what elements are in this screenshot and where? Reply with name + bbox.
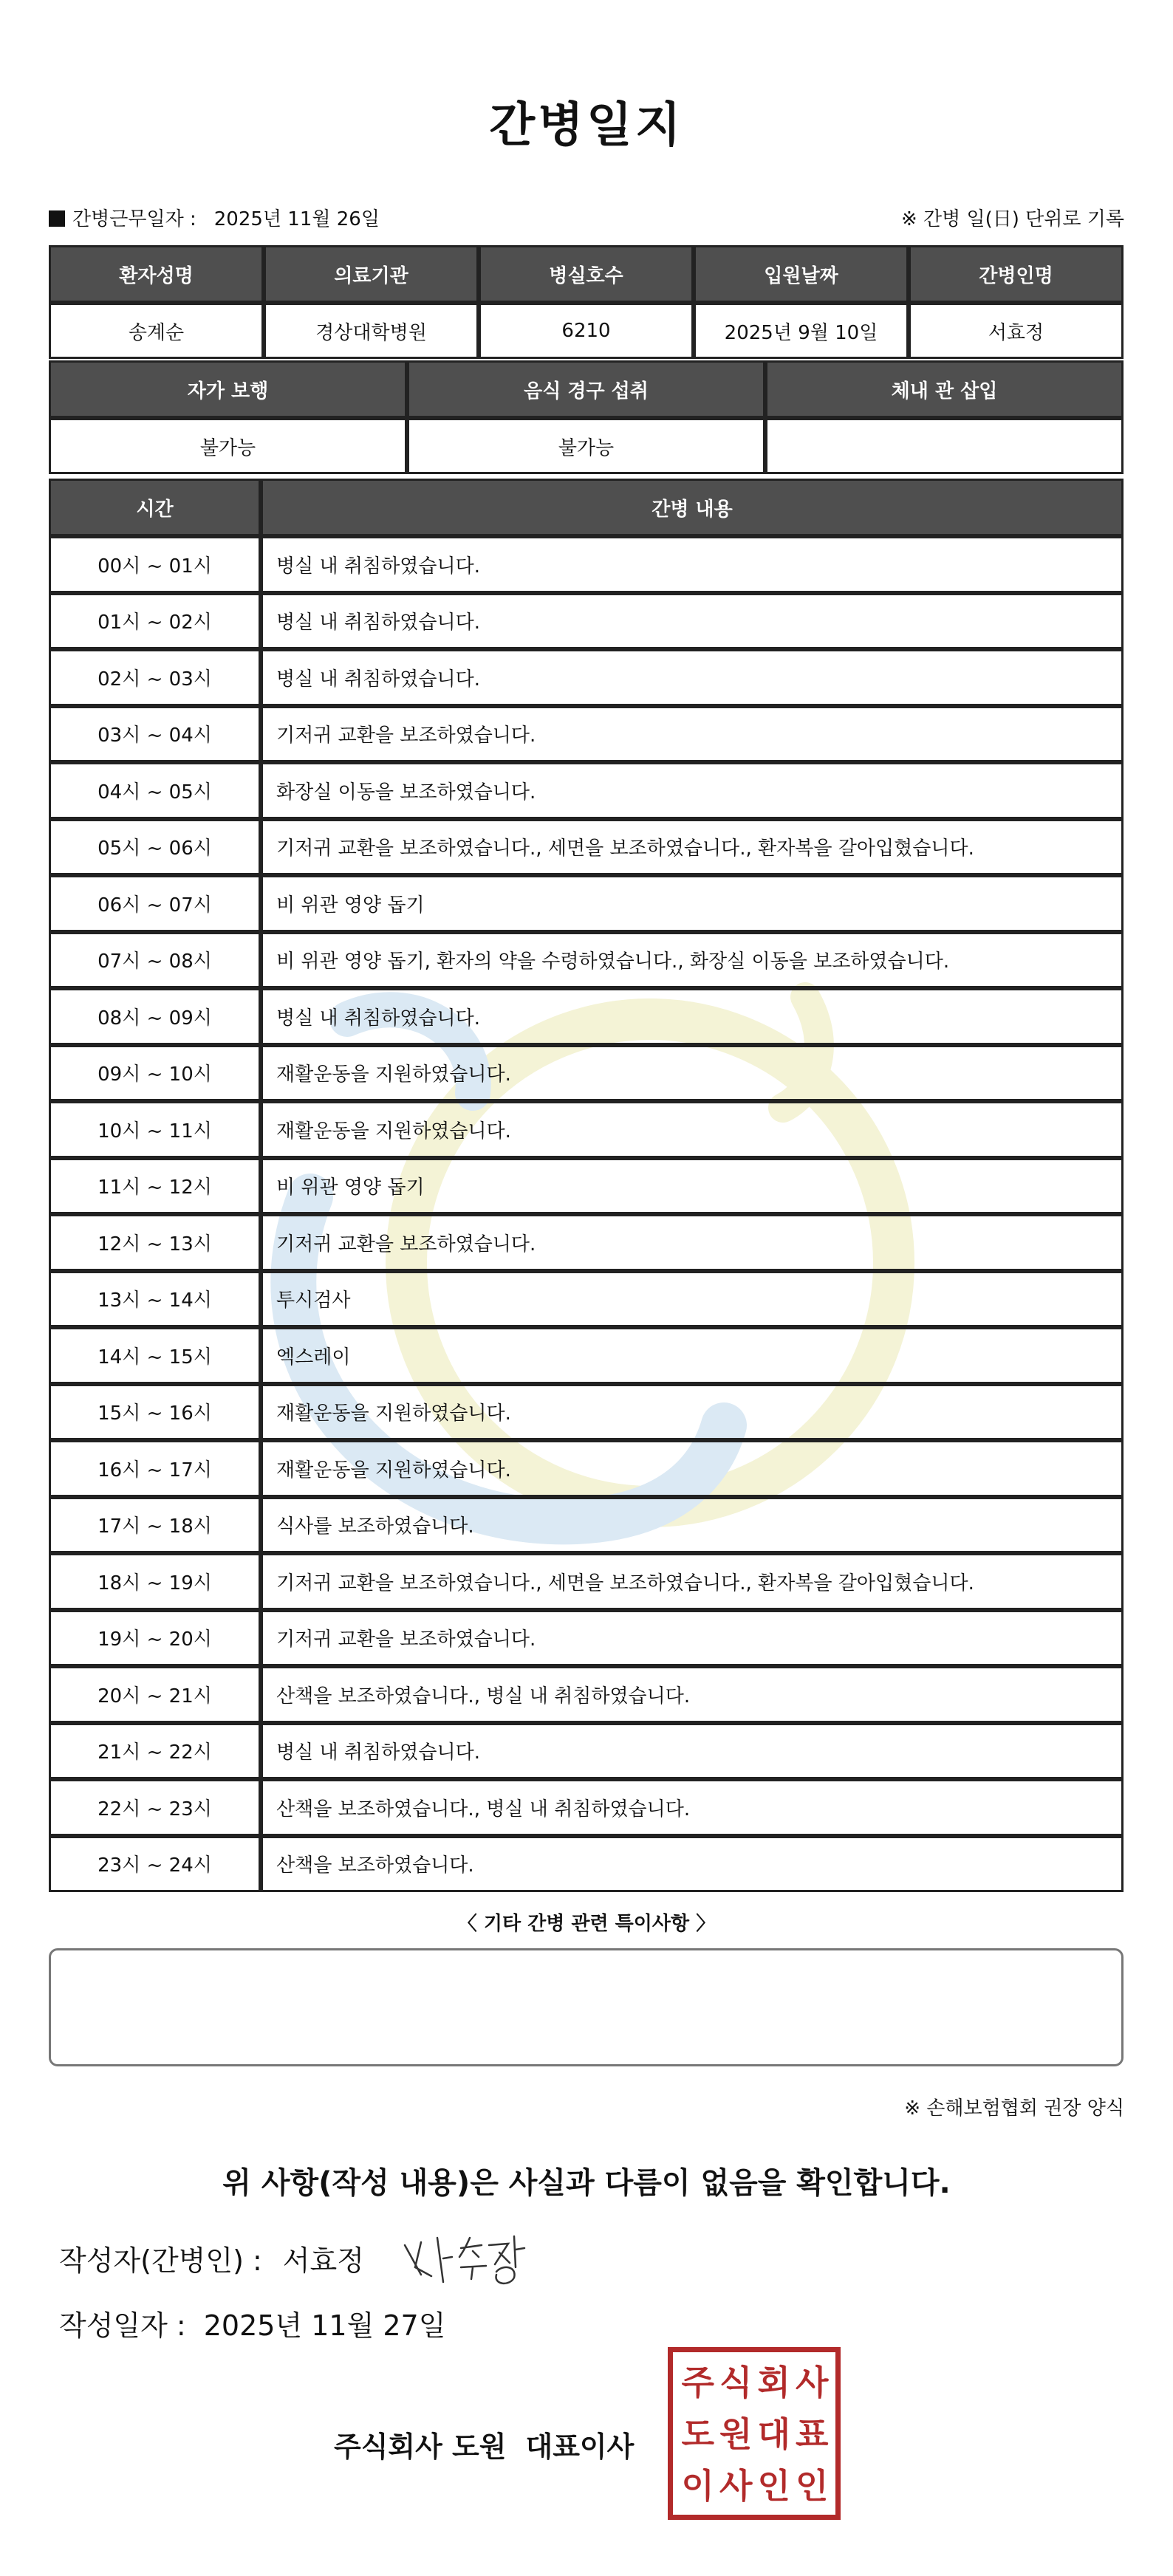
company-ceo-title: 대표이사 xyxy=(525,2431,635,2463)
header-caregiver-name: 간병인명 xyxy=(909,245,1124,303)
table-row xyxy=(49,1497,1124,1554)
care-date-label: 간병근무일자 : xyxy=(72,208,196,230)
table-row xyxy=(49,1271,1124,1328)
header-time: 시간 xyxy=(49,479,261,536)
log-time-cell: 12시 ~ 13시 xyxy=(49,1214,261,1271)
table-row xyxy=(49,1440,1124,1497)
square-bullet-icon xyxy=(49,210,65,227)
seal-character: 회 xyxy=(757,2363,790,2402)
seal-character: 도 xyxy=(681,2414,714,2454)
patient-status-table xyxy=(49,360,1124,474)
status-header-row xyxy=(49,360,1124,418)
log-content-cell: 기저귀 교환을 보조하였습니다., 세면을 보조하였습니다., 환자복을 갈아입혔습니다. xyxy=(261,1553,1124,1610)
table-row xyxy=(49,1384,1124,1441)
log-content-cell: 재활운동을 지원하였습니다. xyxy=(261,1384,1124,1441)
log-content-cell: 비 위관 영양 돕기 xyxy=(261,875,1124,932)
log-content-cell: 기저귀 교환을 보조하였습니다. xyxy=(261,1610,1124,1667)
written-date-value: 2025년 11월 27일 xyxy=(203,2309,446,2342)
table-row xyxy=(49,1158,1124,1215)
remarks-box xyxy=(49,1948,1124,2066)
seal-character: 사 xyxy=(719,2466,753,2506)
room-number: 6210 xyxy=(479,303,694,359)
header-admission-date: 입원날짜 xyxy=(694,245,909,303)
patient-info-table xyxy=(49,245,1124,359)
tube-insertion xyxy=(765,418,1124,474)
table-row xyxy=(49,1327,1124,1384)
patient-value-row xyxy=(49,303,1124,359)
log-time-cell: 06시 ~ 07시 xyxy=(49,875,261,932)
log-time-cell: 23시 ~ 24시 xyxy=(49,1836,261,1893)
table-row xyxy=(49,1610,1124,1667)
log-time-cell: 21시 ~ 22시 xyxy=(49,1723,261,1780)
log-time-cell: 19시 ~ 20시 xyxy=(49,1610,261,1667)
table-row xyxy=(49,1723,1124,1780)
table-row xyxy=(49,536,1124,593)
log-content-cell: 기저귀 교환을 보조하였습니다., 세면을 보조하였습니다., 환자복을 갈아입혔습니다. xyxy=(261,819,1124,876)
log-content-cell: 산책을 보조하였습니다. xyxy=(261,1836,1124,1893)
log-time-cell: 20시 ~ 21시 xyxy=(49,1666,261,1723)
handwritten-signature xyxy=(399,2223,532,2289)
header-oral-intake: 음식 경구 섭취 xyxy=(407,360,765,418)
self-walking: 불가능 xyxy=(49,418,407,474)
table-row xyxy=(49,819,1124,876)
table-row xyxy=(49,988,1124,1045)
form-note: ※ 손해보험협회 권장 양식 xyxy=(904,2097,1124,2120)
log-content-cell: 재활운동을 지원하였습니다. xyxy=(261,1440,1124,1497)
log-content-cell: 재활운동을 지원하였습니다. xyxy=(261,1045,1124,1102)
header-patient-name: 환자성명 xyxy=(49,245,264,303)
table-row xyxy=(49,875,1124,932)
log-content-cell: 병실 내 취침하였습니다. xyxy=(261,1723,1124,1780)
log-time-cell: 22시 ~ 23시 xyxy=(49,1779,261,1836)
log-time-cell: 01시 ~ 02시 xyxy=(49,593,261,650)
table-row xyxy=(49,1836,1124,1893)
log-time-cell: 14시 ~ 15시 xyxy=(49,1327,261,1384)
log-content-cell: 병실 내 취침하였습니다. xyxy=(261,988,1124,1045)
log-time-cell: 07시 ~ 08시 xyxy=(49,932,261,989)
seal-character: 주 xyxy=(681,2363,714,2402)
log-time-cell: 10시 ~ 11시 xyxy=(49,1101,261,1158)
log-content-cell: 비 위관 영양 돕기, 환자의 약을 수령하였습니다., 화장실 이동을 보조하였습니다. xyxy=(261,932,1124,989)
remarks-title: 〈 기타 간병 관련 특이사항 〉 xyxy=(457,1913,716,1935)
log-time-cell: 11시 ~ 12시 xyxy=(49,1158,261,1215)
care-date xyxy=(49,204,380,231)
seal-character: 사 xyxy=(796,2363,829,2402)
log-time-cell: 16시 ~ 17시 xyxy=(49,1440,261,1497)
header-self-walking: 자가 보행 xyxy=(49,360,407,418)
seal-character: 표 xyxy=(796,2414,829,2454)
writer-line xyxy=(59,2238,364,2278)
log-time-cell: 13시 ~ 14시 xyxy=(49,1271,261,1328)
log-time-cell: 18시 ~ 19시 xyxy=(49,1553,261,1610)
log-content-cell: 기저귀 교환을 보조하였습니다. xyxy=(261,706,1124,763)
table-row xyxy=(49,1101,1124,1158)
log-time-cell: 02시 ~ 03시 xyxy=(49,649,261,706)
care-log-table xyxy=(49,479,1124,1892)
log-content-cell: 재활운동을 지원하였습니다. xyxy=(261,1101,1124,1158)
company-name: 주식회사 도원 xyxy=(334,2431,507,2463)
log-content-cell: 식사를 보조하였습니다. xyxy=(261,1497,1124,1554)
table-row xyxy=(49,1666,1124,1723)
written-date-label: 작성일자 : xyxy=(59,2309,186,2342)
writer-label: 작성자(간병인) : xyxy=(59,2244,262,2277)
oral-intake: 불가능 xyxy=(407,418,765,474)
log-content-cell: 엑스레이 xyxy=(261,1327,1124,1384)
table-row xyxy=(49,762,1124,819)
log-time-cell: 03시 ~ 04시 xyxy=(49,706,261,763)
seal-character: 식 xyxy=(719,2363,753,2402)
table-row xyxy=(49,932,1124,989)
seal-character: 이 xyxy=(681,2466,714,2506)
log-content-cell: 산책을 보조하였습니다., 병실 내 취침하였습니다. xyxy=(261,1779,1124,1836)
table-row xyxy=(49,593,1124,650)
status-value-row xyxy=(49,418,1124,474)
log-time-cell: 15시 ~ 16시 xyxy=(49,1384,261,1441)
log-time-cell: 05시 ~ 06시 xyxy=(49,819,261,876)
company-line xyxy=(334,2424,634,2464)
log-content-cell: 투시검사 xyxy=(261,1271,1124,1328)
writer-name: 서효정 xyxy=(282,2244,364,2277)
log-time-cell: 04시 ~ 05시 xyxy=(49,762,261,819)
log-header-row xyxy=(49,479,1124,536)
header-tube-insertion: 체내 관 삽입 xyxy=(765,360,1124,418)
table-row xyxy=(49,1779,1124,1836)
header-room-number: 병실호수 xyxy=(479,245,694,303)
company-seal-stamp xyxy=(668,2347,841,2520)
seal-character: 인 xyxy=(796,2466,829,2506)
page-title: 간병일지 xyxy=(489,98,684,153)
table-row xyxy=(49,1214,1124,1271)
care-date-value: 2025년 11월 26일 xyxy=(213,208,380,230)
caregiver-name: 서효정 xyxy=(909,303,1124,359)
seal-character: 대 xyxy=(757,2414,790,2454)
seal-character: 인 xyxy=(757,2466,790,2506)
table-row xyxy=(49,1553,1124,1610)
log-content-cell: 기저귀 교환을 보조하였습니다. xyxy=(261,1214,1124,1271)
log-content-cell: 병실 내 취침하였습니다. xyxy=(261,649,1124,706)
seal-characters xyxy=(679,2357,831,2512)
table-row xyxy=(49,649,1124,706)
log-time-cell: 09시 ~ 10시 xyxy=(49,1045,261,1102)
header-hospital: 의료기관 xyxy=(264,245,479,303)
log-time-cell: 00시 ~ 01시 xyxy=(49,536,261,593)
care-log-body xyxy=(49,536,1124,1892)
record-unit-note: ※ 간병 일(日) 단위로 기록 xyxy=(900,208,1124,230)
header-care-content: 간병 내용 xyxy=(261,479,1124,536)
log-content-cell: 화장실 이동을 보조하였습니다. xyxy=(261,762,1124,819)
written-date-line xyxy=(59,2303,445,2343)
patient-name: 송계순 xyxy=(49,303,264,359)
seal-character: 원 xyxy=(719,2414,753,2454)
admission-date: 2025년 9월 10일 xyxy=(694,303,909,359)
log-content-cell: 비 위관 영양 돕기 xyxy=(261,1158,1124,1215)
log-content-cell: 병실 내 취침하였습니다. xyxy=(261,536,1124,593)
log-content-cell: 산책을 보조하였습니다., 병실 내 취침하였습니다. xyxy=(261,1666,1124,1723)
patient-header-row xyxy=(49,245,1124,303)
log-content-cell: 병실 내 취침하였습니다. xyxy=(261,593,1124,650)
log-time-cell: 17시 ~ 18시 xyxy=(49,1497,261,1554)
confirmation-statement: 위 사항(작성 내용)은 사실과 다름이 없음을 확인합니다. xyxy=(222,2166,951,2200)
table-row xyxy=(49,706,1124,763)
log-time-cell: 08시 ~ 09시 xyxy=(49,988,261,1045)
table-row xyxy=(49,1045,1124,1102)
hospital: 경상대학병원 xyxy=(264,303,479,359)
